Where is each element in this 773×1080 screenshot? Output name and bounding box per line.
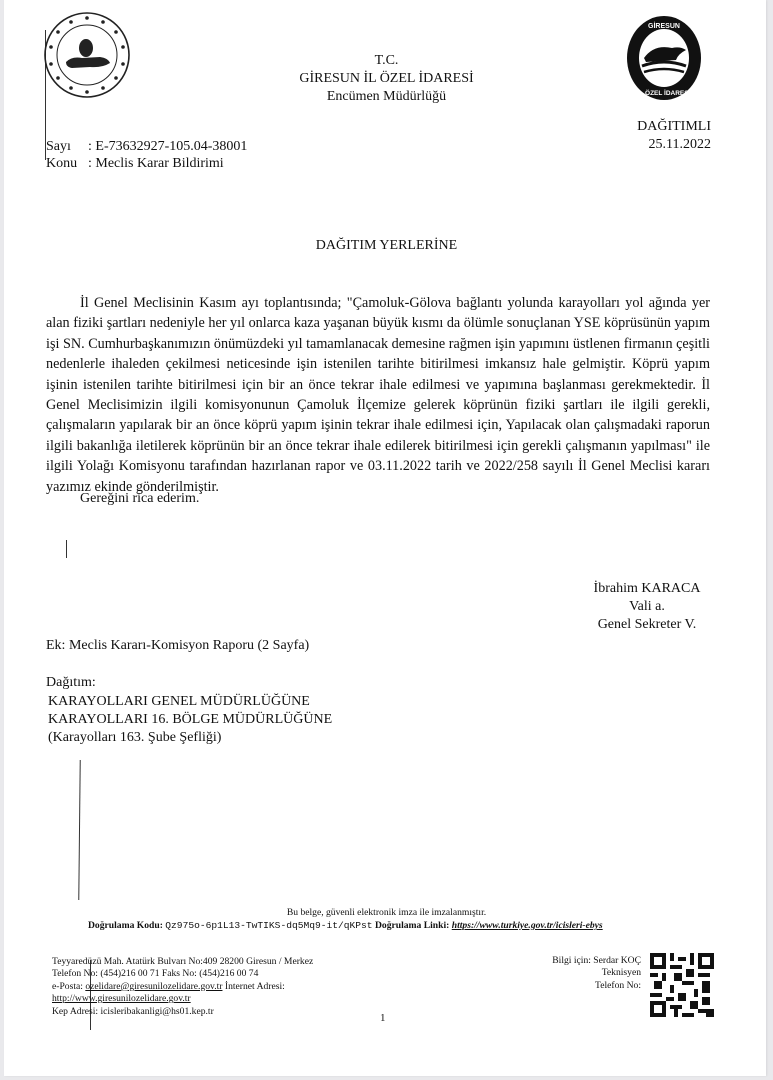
distribution-list [48, 693, 332, 747]
distribution-item: KARAYOLLARI 16. BÖLGE MÜDÜRLÜĞÜNE [48, 712, 333, 727]
konu-row [46, 155, 247, 172]
verification-code-label: Doğrulama Kodu: [88, 920, 163, 931]
web-link[interactable]: http://www.giresunilozelidare.gov.tr [52, 993, 191, 1005]
header-tc: T.C. [374, 53, 399, 68]
info-contact-name: Bilgi için: Serdar KOÇ [552, 955, 641, 966]
footer-contact [52, 956, 313, 1018]
konu-label: Konu [46, 156, 78, 171]
kep-address: Kep Adresi: icisleribakanligi@hs01.kep.tr [52, 1005, 214, 1017]
footer-address: Teyyaredüzü Mah. Atatürk Bulvarı No:409 28200 Giresun / Merkez [52, 956, 314, 967]
letterhead [0, 52, 773, 106]
info-contact [552, 955, 641, 992]
distribution-mark [637, 118, 711, 154]
email-label: e-Posta: [52, 980, 83, 992]
closing-line: Gereğini rica ederim. [80, 491, 200, 506]
header-institution: GİRESUN İL ÖZEL İDARESİ [299, 71, 474, 86]
footer-phone: Telefon No: (454)216 00 71 Faks No: (454)216 00 74 [52, 968, 259, 980]
page-number: 1 [380, 1012, 386, 1024]
signature-block [582, 580, 712, 634]
signer-title-2: Genel Sekreter V. [597, 617, 697, 632]
footer-email-row [52, 981, 313, 993]
verification-code: Qz975o-6p1L13-TwTIKS-dq5Mq9-it/qKPst [165, 920, 373, 931]
verification-link-label: Doğrulama Linki: [374, 920, 450, 931]
verification-row [88, 920, 603, 932]
verification-link[interactable]: https://www.turkiye.gov.tr/icisleri-ebys [451, 920, 603, 931]
sayi-row [46, 138, 247, 155]
sayi-value: : E-73632927-105.04-38001 [88, 139, 248, 154]
attachment-line: Ek: Meclis Kararı-Komisyon Raporu (2 Sayfa) [46, 638, 310, 653]
info-contact-phone: Telefon No: [595, 979, 641, 991]
distribution-label: DAĞITIMLI [637, 119, 711, 134]
header-department: Encümen Müdürlüğü [326, 89, 447, 104]
qr-code-icon [650, 953, 714, 1017]
svg-text:GİRESUN: GİRESUN [648, 23, 680, 30]
esign-notice: Bu belge, güvenli elektronik imza ile imzalanmıştır. [286, 907, 487, 918]
konu-value: : Meclis Karar Bildirimi [88, 156, 224, 171]
distribution-label: Dağıtım: [46, 675, 96, 690]
addressee: DAĞITIM YERLERİNE [315, 238, 458, 253]
scan-artifact-line [66, 540, 67, 558]
document-meta [46, 138, 247, 172]
svg-text:İL ÖZEL İDARESİ: İL ÖZEL İDARESİ [637, 90, 691, 97]
info-contact-title: Teknisyen [601, 967, 641, 979]
distribution-item: (Karayolları 163. Şube Şefliği) [48, 730, 222, 745]
sayi-label: Sayı [46, 139, 71, 154]
document-date: 25.11.2022 [648, 137, 711, 152]
distribution-item: KARAYOLLARI GENEL MÜDÜRLÜĞÜNE [48, 694, 310, 709]
body-paragraph: İl Genel Meclisinin Kasım ayı toplantısında; "Çamoluk-Gölova bağlantı yolunda karayolları yol ağında yer alan fiziki şartları nedeniyle her yıl onlarca kaza yaşanan büyük kısmı da ölümle sonuçlanan YSE köprüsünün yapım işi SN. Cumhurbaşkanımızın önümüzdeki yıl tamamlanacak demesine rağmen işin yapımını üstlenen firmanın çeşitli nedenlerle ihaleden çekilmesi neticesinde işin istenilen tarihte bitirilmesi imkansız hale gelmiştir. Köprü yapım işinin istenilen tarihte bitirilmesi için bir an önce tekrar ihale edilmesi ve yapımına başlanması gerekmektedir. İl Genel Meclisimizin ilgili komisyonunun Çamoluk İlçemize gelerek köprünün fiziki şartları ile ilgili gerekli, çalışmaların yapılarak bir an önce köprü yapım işinin tekrar ihale edilmesi için, Yapılacak olan çalışmadaki raporun ilgili bakanlığa iletilerek köprünün bir an önce tekrar ihale edilerek bitirilmesi için gerekli çalışmanın yapılması" ile ilgili Yolağı Komisyonu tarafından hazırlanan rapor ve 03.11.2022 tarih ve 2022/258 sayılı İl Genel Meclisi kararı yazımız ekinde gönderilmiştir. [46, 295, 710, 495]
signer-title-1: Vali a. [629, 599, 665, 614]
web-label: İnternet Adresi: [224, 980, 285, 992]
email-link[interactable]: ozelidare@giresunilozelidare.gov.tr [85, 980, 223, 992]
signer-name: İbrahim KARACA [593, 581, 701, 596]
